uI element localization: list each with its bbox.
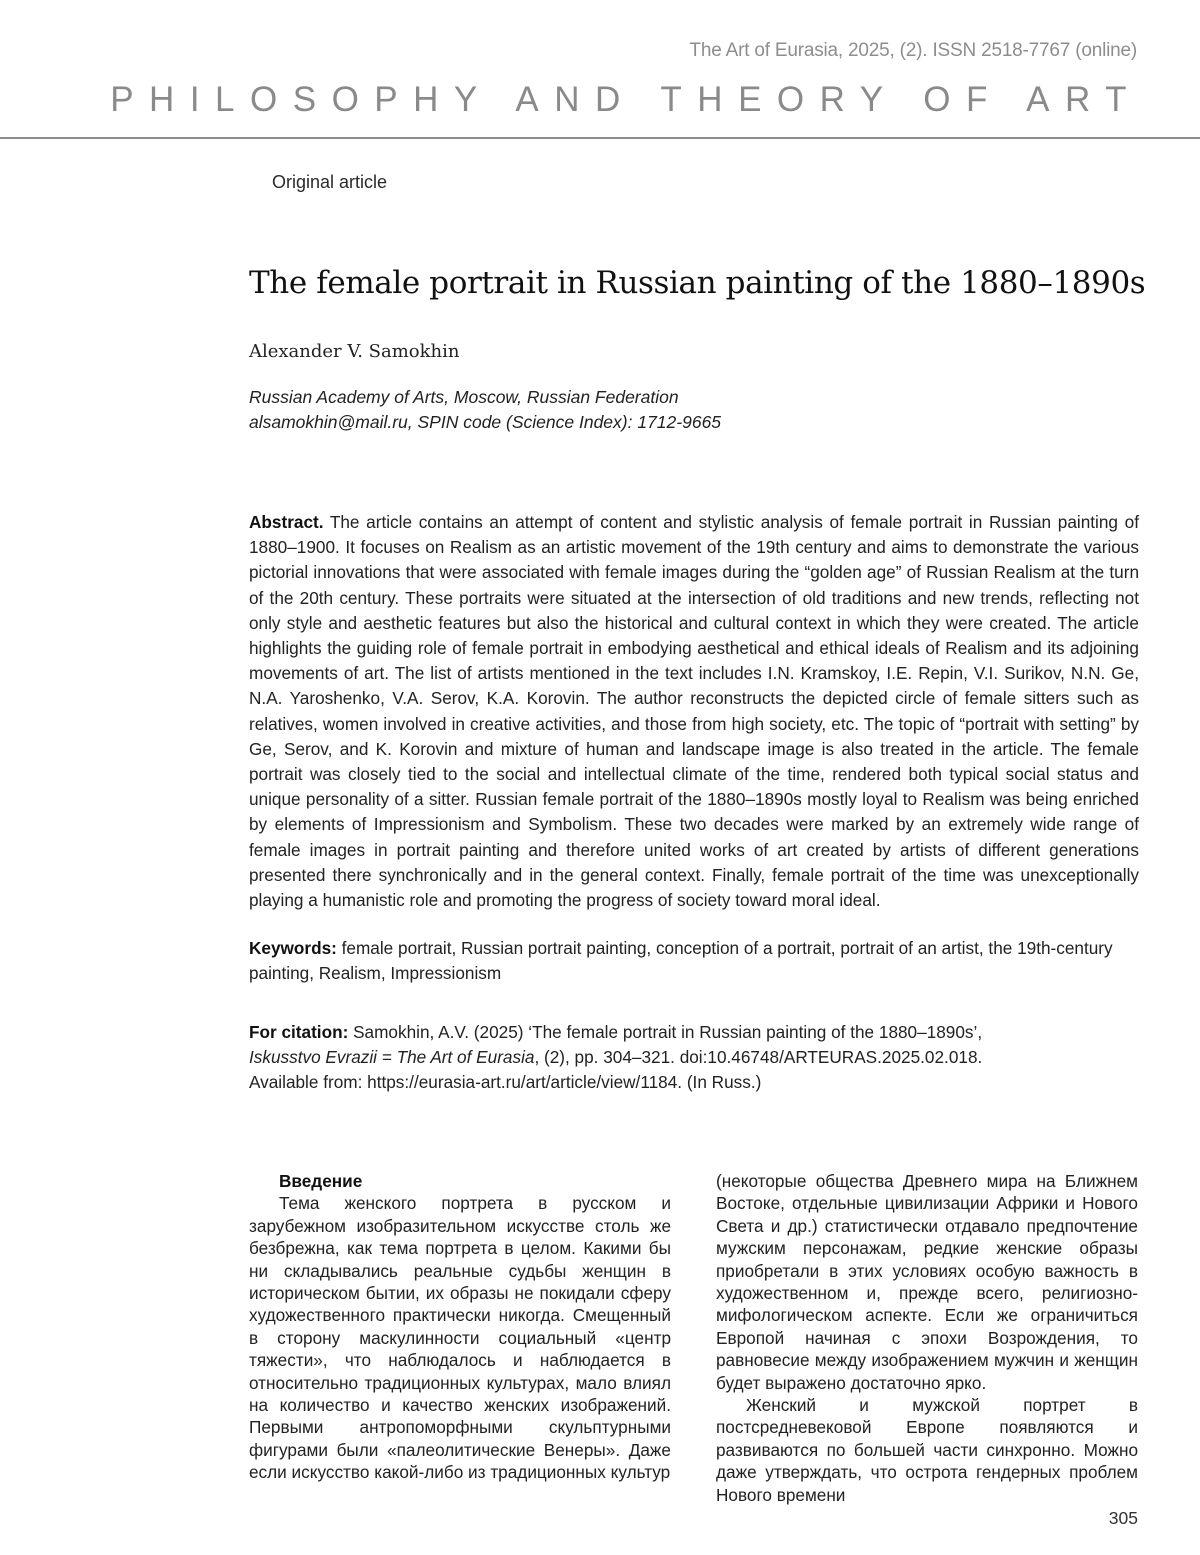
section-heading: Введение: [279, 1171, 363, 1191]
body-paragraph: (некоторые общества Древнего мира на Ближнем Востоке, отдельные цивилизации Африки и Нового Света и др.) статистически отдавало предпочтение мужским персонажам, редкие женские образы приобретали в этих условиях особую важность в художественном и, прежде всего, религиозно-мифологическом аспекте. Если же ограничиться Европой начиная с эпохи Возрождения, то равновесие между изображением мужчин и женщин будет выражено достаточно ярко.: [716, 1171, 1138, 1393]
abstract-label: Abstract.: [249, 512, 324, 532]
citation-text-2: , (2), pp. 304–321. doi:10.46748/ARTEURAS.2025.02.018.: [534, 1047, 983, 1068]
affiliation: Russian Academy of Arts, Moscow, Russian Federation: [249, 387, 679, 407]
citation: [249, 1020, 1139, 1096]
citation-journal: Iskusstvo Evrazii = The Art of Eurasia: [249, 1047, 535, 1068]
article-type: Original article: [272, 172, 388, 192]
article-title: The female portrait in Russian painting of the 1880–1890s: [249, 265, 1146, 301]
page-number: 305: [1108, 1508, 1138, 1528]
body-paragraph: Женский и мужской портрет в постсредневековой Европе появляются и развиваются по большей части синхронно. Можно даже утверждать, что острота гендерных проблем Нового времени: [716, 1395, 1138, 1505]
body-column-left: [249, 1170, 671, 1484]
body-column-right: [716, 1170, 1138, 1506]
header-divider: [0, 137, 1200, 139]
section-title: PHILOSOPHY AND THEORY OF ART: [110, 80, 1142, 119]
abstract-text: The article contains an attempt of content and stylistic analysis of female portrait in Russian painting of 1880–1900. It focuses on Realism as an artistic movement of the 19th century and aims to demonstrate the various pictorial innovations that were associated with female images during the “golden age” of Russian Realism at the turn of the 20th century. These portraits were situated at the intersection of old traditions and new trends, reflecting not only style and aesthetic features but also the historical and cultural context in which they were created. The article highlights the guiding role of female portrait in embodying aesthetical and ethical ideals of Realism and its adjoining movements of art. The list of artists mentioned in the text includes I.N. Kramskoy, I.E. Repin, V.I. Surikov, N.N. Ge, N.A. Yaroshenko, V.A. Serov, K.A. Korovin. The author reconstructs the depicted circle of female sitters such as relatives, women involved in creative activities, and those from high society, etc. The topic of “portrait with setting” by Ge, Serov, and K. Korovin and mixture of human and landscape image is also treated in the article. The female portrait was closely tied to the social and intellectual climate of the time, rendered both typical social status and unique personality of a sitter. Russian female portrait of the 1880–1890s mostly loyal to Realism was being enriched by elements of Impressionism and Symbolism. These two decades were marked by an extremely wide range of female images in portrait painting and therefore united works of art created by artists of different generations presented there synchronically and in the general context. Finally, female portrait of the time was unexceptionally playing a humanistic role and promoting the progress of society toward moral ideal.: [249, 512, 1139, 911]
author-name: Alexander V. Samokhin: [249, 341, 460, 362]
citation-label: For citation:: [249, 1022, 349, 1042]
affiliation-block: [249, 385, 721, 435]
author-contact: alsamokhin@mail.ru, SPIN code (Science Index): 1712-9665: [249, 412, 722, 432]
citation-url: Available from: https://eurasia-art.ru/art/article/view/1184. (In Russ.): [249, 1072, 762, 1093]
abstract: [249, 510, 1139, 913]
body-paragraph: Тема женского портрета в русском и зарубежном изобразительном искусстве столь же безбрежна, как тема портрета в целом. Какими бы ни складывались реальные судьбы женщин в историческом бытии, их образы не покидали сферу художественного практически никогда. Смещенный в сторону маскулинности социальный «центр тяжести», что наблюдалось и наблюдается в относительно традиционных культурах, мало влиял на количество и качество женских изображений. Первыми антропоморфными скульптурными фигурами были «палеолитические Венеры». Даже если искусство какой-либо из традиционных культур: [249, 1193, 671, 1483]
journal-info: The Art of Eurasia, 2025, (2). ISSN 2518-7767 (online): [689, 40, 1137, 61]
keywords-text: female portrait, Russian portrait painting, conception of a portrait, portrait of an artist, the 19th-century painting, Realism, Impressionism: [249, 938, 1113, 984]
keywords: [249, 936, 1139, 986]
citation-text-1: Samokhin, A.V. (2025) ‘The female portrait in Russian painting of the 1880–1890s’,: [353, 1022, 983, 1042]
keywords-label: Keywords:: [249, 938, 337, 958]
